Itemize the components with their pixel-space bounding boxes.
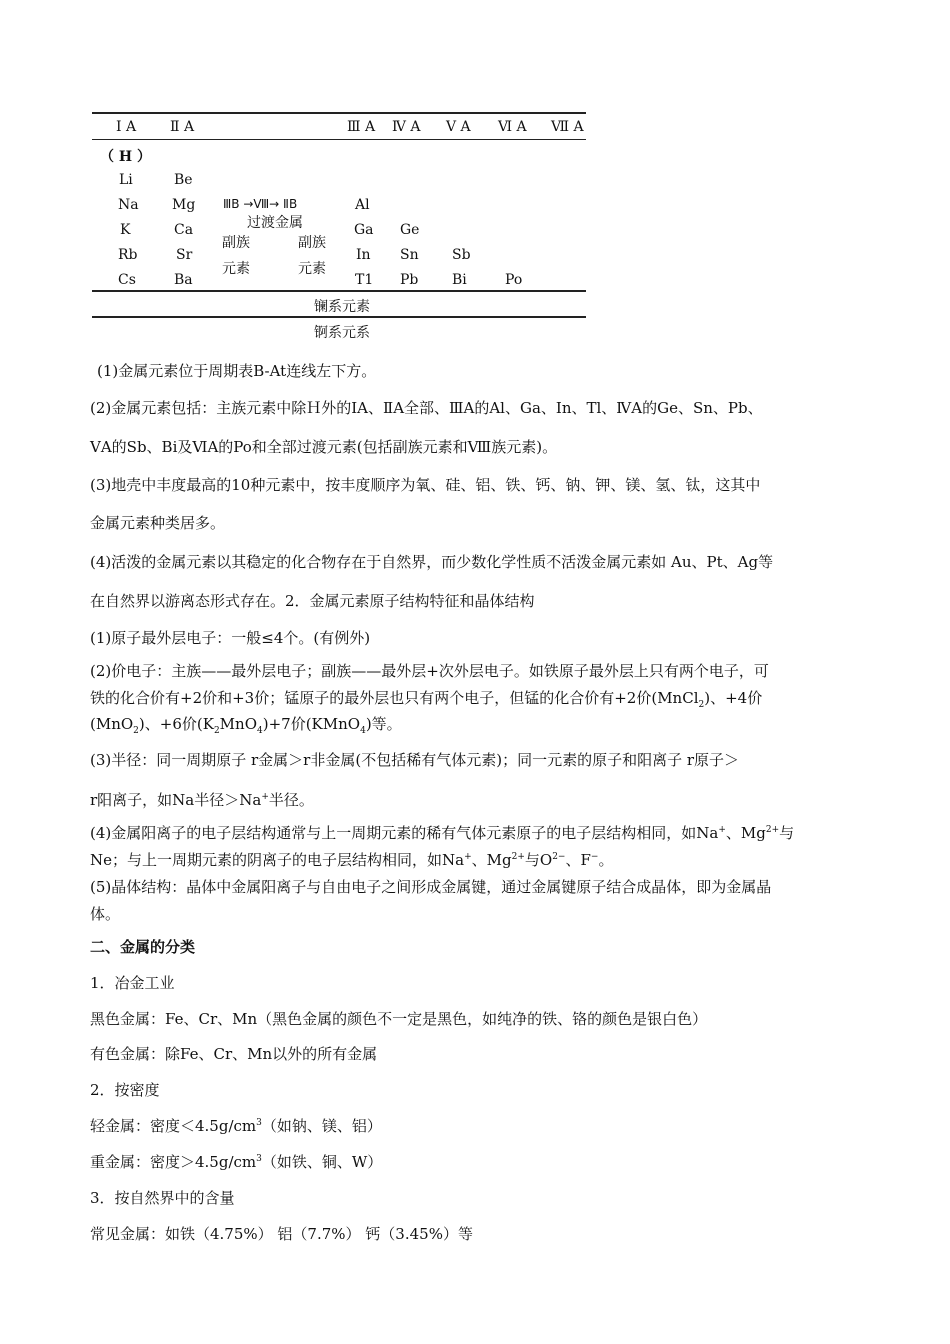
struct-5-line-1: (5)晶体结构：晶体中金属阳离子与自由电子之间形成金属键，通过金属键原子结合成晶体，即为金属晶 — [90, 878, 772, 896]
text-run: 与 — [779, 824, 795, 842]
struct-2-line-3 — [90, 713, 402, 734]
superscript: + — [464, 852, 472, 862]
para-2-line-1: (2)金属元素包括：主族元素中除Ｈ外的ⅠA、ⅡA全部、ⅢA的Al、Ga、In、Tl、ⅣA的Ge、Sn、Pb、 — [90, 399, 763, 417]
para-1: (1)金属元素位于周期表B-At连线左下方。 — [97, 362, 377, 380]
text-run: 半径。 — [268, 791, 314, 809]
header-group-5a: Ⅴ A — [446, 119, 471, 135]
element-mg: Mg — [172, 197, 196, 213]
text-run: )+7价(KMnO — [262, 715, 361, 733]
text-run: )等。 — [365, 715, 402, 733]
header-group-2a: Ⅱ A — [170, 119, 195, 135]
struct-3-line-2 — [90, 789, 314, 810]
table-top-rule — [92, 112, 586, 114]
table-header-rule — [92, 139, 586, 140]
superscript: 2+ — [511, 852, 525, 862]
text-run: 、F — [565, 851, 591, 869]
element-ga: Ga — [354, 222, 374, 238]
text-run: )、+6价(K — [138, 715, 214, 733]
text-run: Ne；与上一周期元素的阴离子的电子层结构相同，如Na — [90, 851, 465, 869]
header-group-1a: Ⅰ A — [116, 119, 137, 135]
table-lanthanide-rule — [92, 316, 586, 318]
density-heading: 2．按密度 — [90, 1081, 160, 1099]
text-run: （如钠、镁、铝） — [261, 1117, 382, 1135]
struct-4-line-2 — [90, 849, 613, 870]
text-run: (4)金属阳离子的电子层结构通常与上一周期元素的稀有气体元素原子的电子层结构相同，如Na — [90, 824, 719, 842]
struct-2-line-2-text: 铁的化合价有+2价和+3价；锰原子的最外层也只有两个电子，但锰的化合价有+2价(MnCl — [90, 689, 699, 707]
struct-3-line-1: (3)半径：同一周期原子 r金属＞r非金属(不包括稀有气体元素)；同一元素的原子和阳离子 r原子＞ — [90, 751, 740, 769]
subscript: 2 — [698, 700, 705, 710]
element-li: Li — [119, 172, 133, 188]
transition-left-top: 副族 — [222, 235, 250, 251]
header-group-3a: Ⅲ A — [347, 119, 376, 135]
transition-arrow: ⅢB →Ⅷ→ ⅡB — [223, 197, 298, 211]
element-ba: Ba — [174, 272, 193, 288]
light-metals — [90, 1115, 382, 1136]
transition-right-bottom: 元素 — [298, 261, 326, 277]
element-na: Na — [118, 197, 139, 213]
actinide-label: 锕系元系 — [314, 325, 370, 341]
struct-2-line-2-end: )、+4价 — [704, 689, 763, 707]
element-ca: Ca — [174, 222, 194, 238]
struct-2-line-1: (2)价电子：主族——最外层电子；副族——最外层+次外层电子。如铁原子最外层上只有两个电子，可 — [90, 662, 769, 680]
element-sn: Sn — [400, 247, 419, 263]
para-2-line-2: ⅤA的Sb、Bi及ⅥA的Po和全部过渡元素(包括副族元素和Ⅷ族元素)。 — [90, 438, 558, 456]
element-pb: Pb — [400, 272, 419, 288]
superscript: − — [590, 852, 599, 862]
element-h: （ H ） — [100, 149, 151, 165]
element-in: In — [356, 247, 371, 263]
text-run: 。 — [598, 851, 614, 869]
element-tl: T1 — [355, 272, 374, 288]
para-3-line-2: 金属元素种类居多。 — [90, 514, 226, 532]
lanthanide-label: 镧系元素 — [314, 299, 370, 315]
superscript: + — [718, 825, 726, 835]
element-cs: Cs — [118, 272, 136, 288]
element-k: K — [120, 222, 131, 238]
element-po: Po — [505, 272, 523, 288]
header-group-7a: Ⅶ A — [551, 119, 584, 135]
superscript: 2+ — [765, 825, 780, 835]
element-bi: Bi — [452, 272, 467, 288]
header-group-6a: Ⅵ A — [498, 119, 527, 135]
subscript: 4 — [257, 726, 263, 736]
text-run: （如铁、铜、W） — [261, 1153, 383, 1171]
element-be: Be — [174, 172, 193, 188]
heavy-metals — [90, 1151, 382, 1172]
nonferrous-metals: 有色金属：除Fe、Cr、Mn以外的所有金属 — [90, 1045, 378, 1063]
struct-4-line-1 — [90, 822, 794, 843]
text-run: 、Mg — [725, 824, 766, 842]
element-al: Al — [355, 197, 370, 213]
element-rb: Rb — [118, 247, 138, 263]
struct-1: (1)原子最外层电子：一般≤4个。(有例外) — [90, 629, 371, 647]
table-main-bottom-rule — [92, 290, 586, 292]
transition-title: 过渡金属 — [247, 215, 303, 231]
superscript: 3 — [256, 1118, 262, 1128]
transition-right-top: 副族 — [298, 235, 326, 251]
ferrous-metals: 黑色金属：Fe、Cr、Mn（黑色金属的颜色不一定是黑色，如纯净的铁、铬的颜色是银白色） — [90, 1010, 708, 1028]
text-run: 轻金属：密度＜4.5g/cm — [90, 1117, 257, 1135]
subscript: 2 — [133, 726, 139, 736]
subscript: 2 — [213, 726, 220, 736]
header-group-4a: Ⅳ A — [392, 119, 421, 135]
superscript: 3 — [256, 1154, 262, 1164]
element-sb: Sb — [452, 247, 471, 263]
abundance-heading: 3．按自然界中的含量 — [90, 1189, 235, 1207]
transition-left-bottom: 元素 — [222, 261, 250, 277]
struct-2-line-2 — [90, 687, 762, 708]
para-4-line-2: 在自然界以游离态形式存在。2．金属元素原子结构特征和晶体结构 — [90, 592, 535, 610]
text-run: 重金属：密度＞4.5g/cm — [90, 1153, 257, 1171]
text-run: 、Mg — [471, 851, 512, 869]
text-run: MnO — [219, 715, 257, 733]
subscript: 4 — [360, 726, 366, 736]
text-run: (MnO — [90, 715, 134, 733]
struct-5-line-2: 体。 — [90, 905, 121, 923]
para-3-line-1: (3)地壳中丰度最高的10种元素中，按丰度顺序为氧、硅、铝、铁、钙、钠、钾、镁、氢、钛，这其中 — [90, 476, 761, 494]
text-run: 与O — [524, 851, 553, 869]
text-run: r阳离子，如Na半径＞Na — [90, 791, 262, 809]
para-4-line-1: (4)活泼的金属元素以其稳定的化合物存在于自然界，而少数化学性质不活泼金属元素如 Au、Pt、Ag等 — [90, 553, 774, 571]
element-sr: Sr — [176, 247, 193, 263]
element-ge: Ge — [400, 222, 420, 238]
section-2-title: 二、金属的分类 — [90, 938, 196, 956]
superscript: 2− — [552, 852, 566, 862]
superscript: + — [261, 792, 269, 802]
metallurgy-heading: 1．冶金工业 — [90, 974, 175, 992]
common-metals: 常见金属：如铁（4.75%） 铝（7.7%） 钙（3.45%）等 — [90, 1225, 473, 1243]
